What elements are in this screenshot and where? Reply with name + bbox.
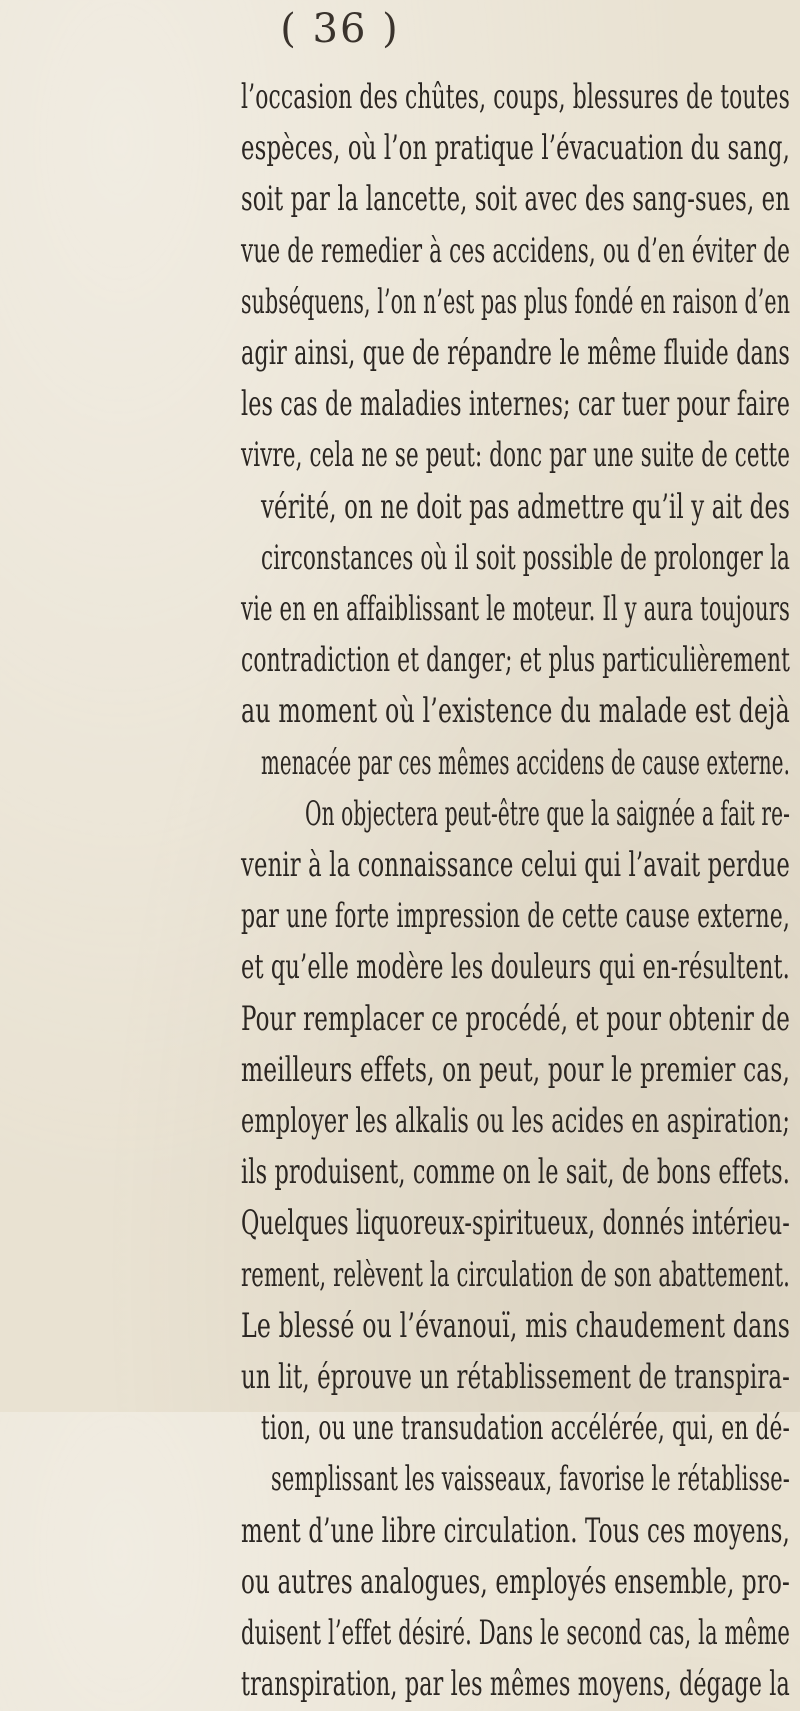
text-line: Quelques liquoreux-spiritueux, donnés intérieu-: [241, 1203, 791, 1244]
text-line: Pour remplacer ce procédé, et pour obtenir de: [241, 998, 790, 1039]
text-line: ou autres analogues, employés ensemble, pro-: [241, 1561, 791, 1602]
text-line: par une forte impression de cette cause externe,: [241, 896, 791, 937]
text-line: soit par la lancette, soit avec des sang-sues, en: [241, 179, 791, 220]
body-text: [241, 72, 795, 1711]
text-line: meilleurs effets, on peut, pour le premier cas,: [241, 1049, 791, 1090]
text-line: transpiration, par les mêmes moyens, dégage la: [241, 1664, 790, 1705]
text-line: les cas de maladies internes; car tuer pour faire: [241, 384, 791, 425]
text-line: au moment où l’existence du malade est dejà: [241, 691, 790, 732]
text-line: espèces, où l’on pratique l’évacuation du sang,: [241, 128, 790, 169]
text-line: et qu’elle modère les douleurs qui en-résultent.: [241, 947, 790, 988]
text-line: employer les alkalis ou les acides en aspiration;: [241, 1101, 791, 1142]
text-line: vivre, cela ne se peut: donc par une suite de cette: [241, 435, 791, 476]
text-line: subséquens, l’on n’est pas plus fondé en raison d’en: [241, 281, 791, 322]
text-line: semplissant les vaisseaux, favorise le rétablisse-: [271, 1459, 790, 1500]
text-line: circonstances où il soit possible de prolonger la: [261, 537, 790, 578]
text-line: menacée par ces mêmes accidens de cause externe.: [261, 742, 791, 783]
text-line: contradiction et danger; et plus particulièrement: [241, 640, 791, 681]
text-line: tion, ou une transudation accélérée, qui, en dé-: [261, 1408, 791, 1449]
paragraph-start-line: Le blessé ou l’évanouï, mis chaudement dans: [241, 1305, 791, 1346]
text-line: ils produisent, comme on le sait, de bons effets.: [241, 1152, 791, 1193]
text-line: agir ainsi, que de répandre le même fluide dans: [241, 333, 791, 374]
text-line: ment d’une libre circulation. Tous ces moyens,: [241, 1510, 790, 1551]
text-line: vérité, on ne doit pas admettre qu’il y ait des: [261, 486, 790, 527]
text-line: rement, relèvent la circulation de son abattement.: [241, 1254, 791, 1295]
paragraph-start-line: On objectera peut-être que la saignée a fait re-: [305, 793, 791, 834]
text-line: vie en en affaiblissant le moteur. Il y aura toujours: [241, 589, 790, 630]
page-number: ( 36 ): [280, 6, 400, 52]
text-line: venir à la connaissance celui qui l’avait perdue: [241, 845, 790, 886]
text-line: un lit, éprouve un rétablissement de transpira-: [241, 1357, 790, 1398]
text-line: l’occasion des chûtes, coups, blessures de toutes: [241, 77, 790, 117]
text-line: vue de remedier à ces accidens, ou d’en éviter de: [241, 230, 791, 271]
text-line: duisent l’effet désiré. Dans le second cas, la même: [241, 1613, 791, 1654]
